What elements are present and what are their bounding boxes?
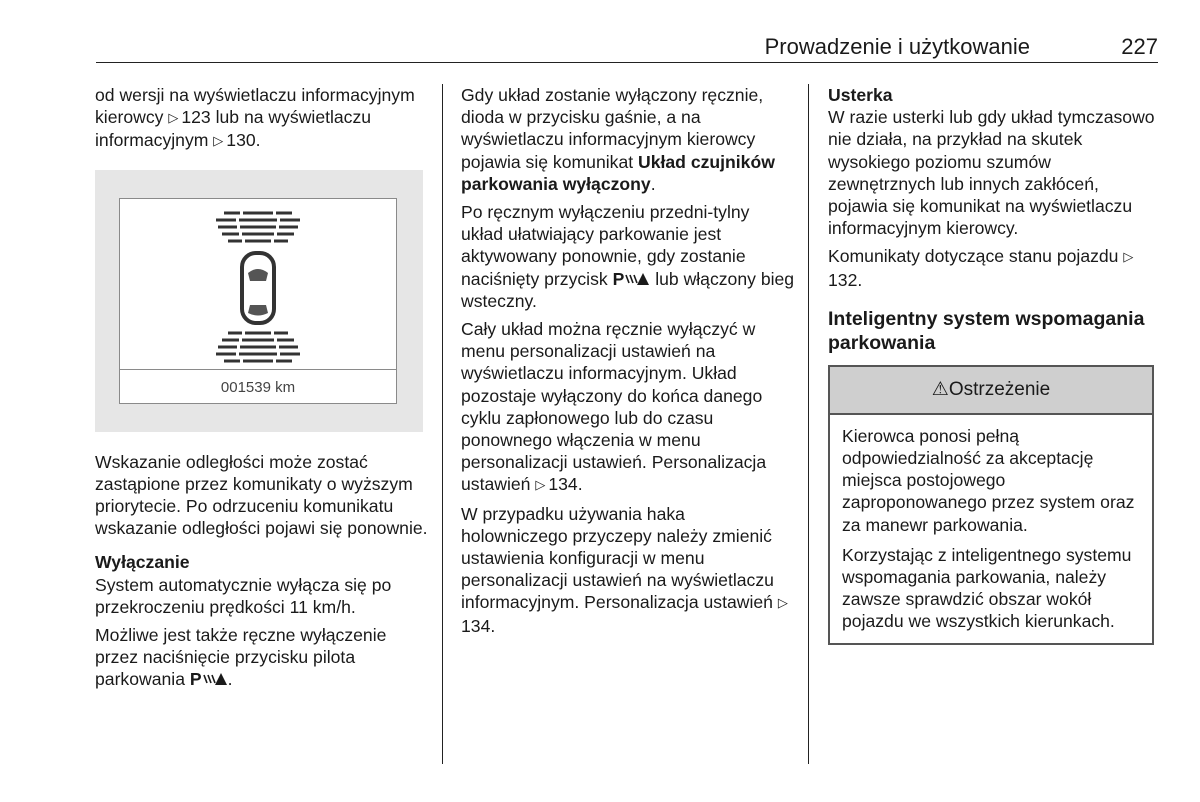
warning-title: Ostrzeżenie — [948, 378, 1051, 400]
header-rule — [96, 62, 1158, 63]
display-divider — [120, 369, 396, 370]
warning-body — [830, 415, 1152, 643]
parking-sensor-icon — [202, 671, 228, 687]
page-reference-link[interactable]: 134 — [461, 615, 491, 636]
paragraph: System automatycznie wyłącza się po przekroczeniu prędkości 11 km/h. — [95, 574, 392, 617]
page-reference-link[interactable]: 132 — [828, 269, 858, 290]
warning-triangle-icon: ⚠ — [931, 378, 949, 400]
column-2 — [461, 84, 795, 643]
page-reference-link[interactable]: 130 — [226, 130, 256, 151]
parking-sensor-icon — [624, 271, 650, 287]
paragraph: Możliwe jest także ręczne wyłączenie przez naciśnięcie przycisku pilota parkowania P . — [95, 625, 387, 690]
reference-arrow-icon: ▷ — [168, 110, 179, 126]
rear-sensor-bars-icon — [216, 333, 300, 361]
reference-arrow-icon: ▷ — [1123, 249, 1134, 265]
paragraph: Gdy układ zostanie wyłączony ręcznie, dioda w przycisku gaśnie, a na wyświetlaczu informacyjnym kierowcy pojawia się komunikat Układ czujników parkowania wyłączony. — [461, 85, 775, 194]
paragraph: Po ręcznym wyłączeniu przedni-tylny układ ułatwiający parkowanie jest aktywowany ponownie, gdy zostanie naciśnięty przycisk P lub włączony bieg wsteczny. — [461, 202, 795, 311]
paragraph: Komunikaty dotyczące stanu pojazdu ▷132. — [828, 246, 1134, 290]
page-reference-link[interactable]: 123 — [181, 107, 211, 128]
parking-sensor-diagram — [120, 199, 396, 367]
front-sensor-bars-icon — [216, 213, 300, 241]
odometer-readout: 001539 km — [220, 378, 296, 396]
car-top-view-icon — [242, 253, 274, 323]
paragraph: W przypadku używania haka holowniczego przyczepy należy zmienić ustawienia konfiguracji w menu personalizacji ustawień na wyświetlaczu informacyjnym. Personalizacja ustawień ▷134. — [461, 503, 788, 636]
parking-sensor-display-figure — [95, 170, 423, 432]
paragraph: Wskazanie odległości może zostać zastąpione przez komunikaty o wyższym priorytecie. Po odrzuceniu komunikatu wskazanie odległości pojawi się ponownie. — [95, 451, 428, 539]
warning-paragraph: Korzystając z inteligentnego systemu wspomagania parkowania, należy zawsze sprawdzić obszar wokół pojazdu we wszystkich kierunkach. — [842, 544, 1132, 632]
section-title: Inteligentny system wspomagania parkowania — [828, 307, 1145, 354]
parking-button-symbol: P — [612, 268, 625, 289]
page-reference-link[interactable]: 134 — [548, 474, 578, 495]
reference-arrow-icon: ▷ — [535, 477, 546, 493]
page-header — [96, 32, 1158, 62]
message-text: Układ czujników parkowania wyłączony — [461, 151, 775, 194]
parking-button-symbol: P — [189, 669, 202, 690]
reference-arrow-icon: ▷ — [777, 595, 788, 611]
subheading-usterka: Usterka — [828, 85, 893, 105]
subheading-wylaczanie: Wyłączanie — [95, 552, 190, 573]
paragraph: W razie usterki lub gdy układ tymczasowo nie działa, na przykład na skutek wysokiego poziomu szumów zewnętrznych lub innych zakłóceń, pojawia się komunikat na wyświetlaczu informacyjnym kierowcy. — [828, 107, 1155, 239]
column-1 — [95, 84, 431, 697]
warning-paragraph: Kierowca ponosi pełną odpowiedzialność za akceptację miejsca postojowego zaproponowanego przez system oraz za manewr parkowania. — [842, 425, 1135, 535]
driver-info-display — [119, 198, 397, 404]
paragraph: od wersji na wyświetlaczu informacyjnym kierowcy ▷ 123 lub na wyświetlaczu informacyjnym ▷ 130. — [95, 84, 431, 153]
page-number: 227 — [1121, 34, 1158, 59]
column-divider — [442, 84, 443, 764]
warning-header — [830, 367, 1152, 415]
chapter-title: Prowadzenie i użytkowanie — [764, 34, 1030, 59]
column-3 — [828, 84, 1158, 645]
warning-box — [828, 365, 1154, 645]
column-divider — [808, 84, 809, 764]
paragraph: Cały układ można ręcznie wyłączyć w menu personalizacji ustawień na wyświetlaczu informacyjnym. Układ pozostaje wyłączony do końca danego cyklu zapłonowego lub do czasu ponownego włączenia w menu personalizacji ustawień. Personalizacja ustawień ▷ 134. — [461, 318, 795, 497]
reference-arrow-icon: ▷ — [213, 133, 224, 149]
